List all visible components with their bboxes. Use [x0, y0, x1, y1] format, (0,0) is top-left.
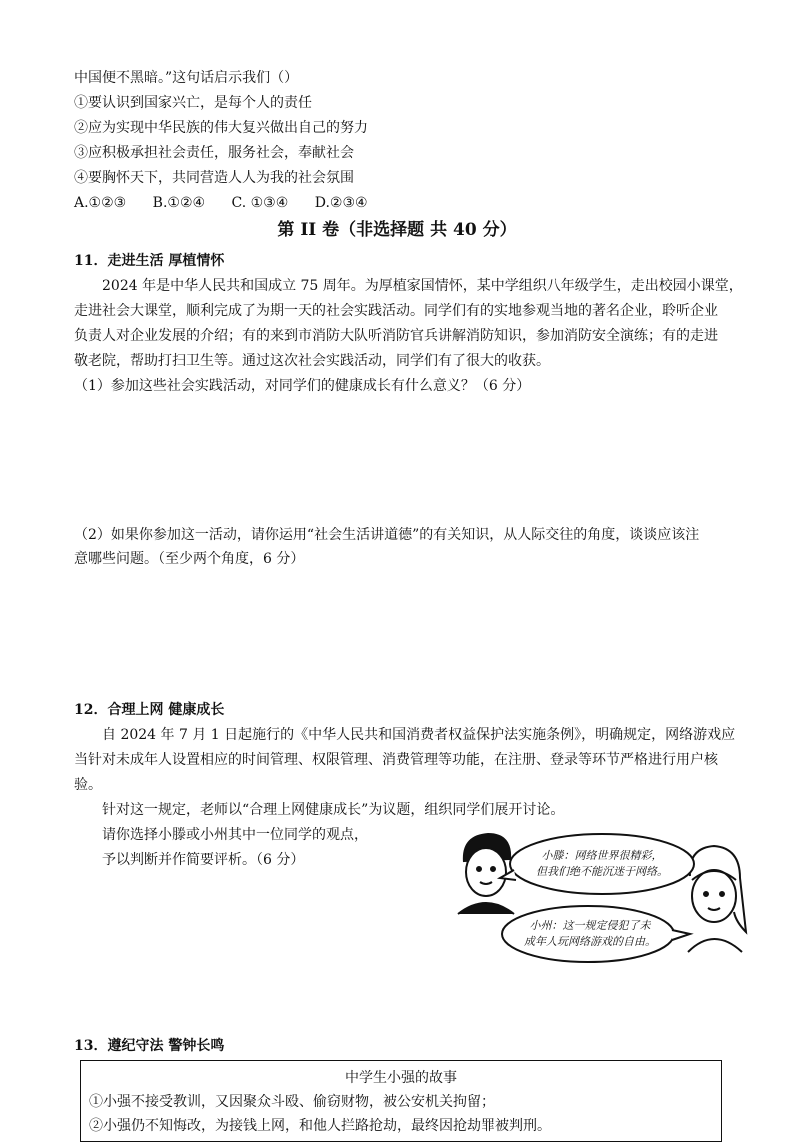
girl-figure [688, 846, 746, 952]
q11-sub-question-1: （1）参加这些社会实践活动，对同学们的健康成长有什么意义？（6 分） [74, 378, 531, 394]
q10-option-c: C. ①③④ [231, 195, 289, 211]
story-table-title: 中学生小强的故事 [345, 1070, 457, 1086]
q12-para-line-3: 验。 [74, 777, 102, 793]
q10-option-d: D.②③④ [314, 195, 368, 211]
q10-item-4: ④要胸怀天下，共同营造人人为我的社会氛围 [74, 170, 354, 186]
q10-option-a: A.①②③ [74, 195, 127, 211]
q11-para-line-3: 负责人对企业发展的介绍；有的来到市消防大队听消防官兵讲解消防知识，参加消防安全演练；有的走进 [74, 328, 718, 344]
q12-para-line-2: 当针对未成年人设置相应的时间管理、权限管理、消费管理等功能，在注册、登录等环节严格进行用户核 [74, 752, 718, 768]
section-2-title: 第 II 卷（非选择题 共 40 分） [277, 220, 517, 240]
q11-heading: 11．走进生活 厚植情怀 [74, 253, 225, 269]
q11-sub-question-2-line-1: （2）如果你参加这一活动，请你运用“社会生活讲道德”的有关知识，从人际交往的角度，谈谈应该注 [74, 527, 700, 543]
speech-bubble-2-line-2: 成年人玩网络游戏的自由。 [524, 935, 656, 948]
speech-bubble-1-line-1: 小滕：网络世界很精彩， [541, 849, 663, 862]
story-table [80, 1060, 722, 1142]
q10-item-1: ①要认识到国家兴亡，是每个人的责任 [74, 95, 312, 111]
speech-bubble-1-line-2: 但我们绝不能沉迷于网络。 [536, 865, 668, 878]
speech-bubble-1 [518, 848, 686, 880]
q10-stem-tail: 中国便不黑暗。”这句话启示我们（） [74, 70, 299, 86]
q11-para-line-1: 2024 年是中华人民共和国成立 75 周年。为厚植家国情怀，某中学组织八年级学生，走出校园小课堂， [102, 278, 743, 294]
speech-bubble-2 [510, 918, 670, 950]
q10-item-3: ③应积极承担社会责任，服务社会，奉献社会 [74, 145, 354, 161]
q12-para-line-1: 自 2024 年 7 月 1 日起施行的《中华人民共和国消费者权益保护法实施条例》，明确规定，网络游戏应 [102, 727, 736, 743]
q10-item-2: ②应为实现中华民族的伟大复兴做出自己的努力 [74, 120, 368, 136]
q10-option-b: B.①②④ [152, 195, 206, 211]
q10-options [74, 193, 390, 213]
q11-sub-question-2-line-2: 意哪些问题。（至少两个角度，6 分） [74, 551, 305, 567]
q12-heading: 12．合理上网 健康成长 [74, 702, 225, 718]
q12-instruction-line-1: 请你选择小滕或小州其中一位同学的观点， [102, 827, 368, 843]
q11-para-line-2: 走进社会大课堂，顺利完成了为期一天的社会实践活动。同学们有的实地参观当地的著名企业，聆听企业 [74, 303, 718, 319]
speech-bubble-2-line-1: 小州：这一规定侵犯了未 [529, 919, 651, 932]
q12-discussion-line: 针对这一规定，老师以“合理上网健康成长”为议题，组织同学们展开讨论。 [102, 802, 565, 818]
q13-heading: 13．遵纪守法 警钟长鸣 [74, 1038, 225, 1054]
story-table-row-2: ②小强仍不知悔改，为接钱上网，和他人拦路抢劫，最终因抢劫罪被判刑。 [89, 1118, 551, 1134]
q12-instruction-line-2: 予以判断并作简要评析。（6 分） [102, 852, 305, 868]
q11-para-line-4: 敬老院，帮助打扫卫生等。通过这次社会实践活动，同学们有了很大的收获。 [74, 353, 550, 369]
story-table-row-1: ①小强不接受教训，又因聚众斗殴、偷窃财物，被公安机关拘留； [89, 1094, 495, 1110]
